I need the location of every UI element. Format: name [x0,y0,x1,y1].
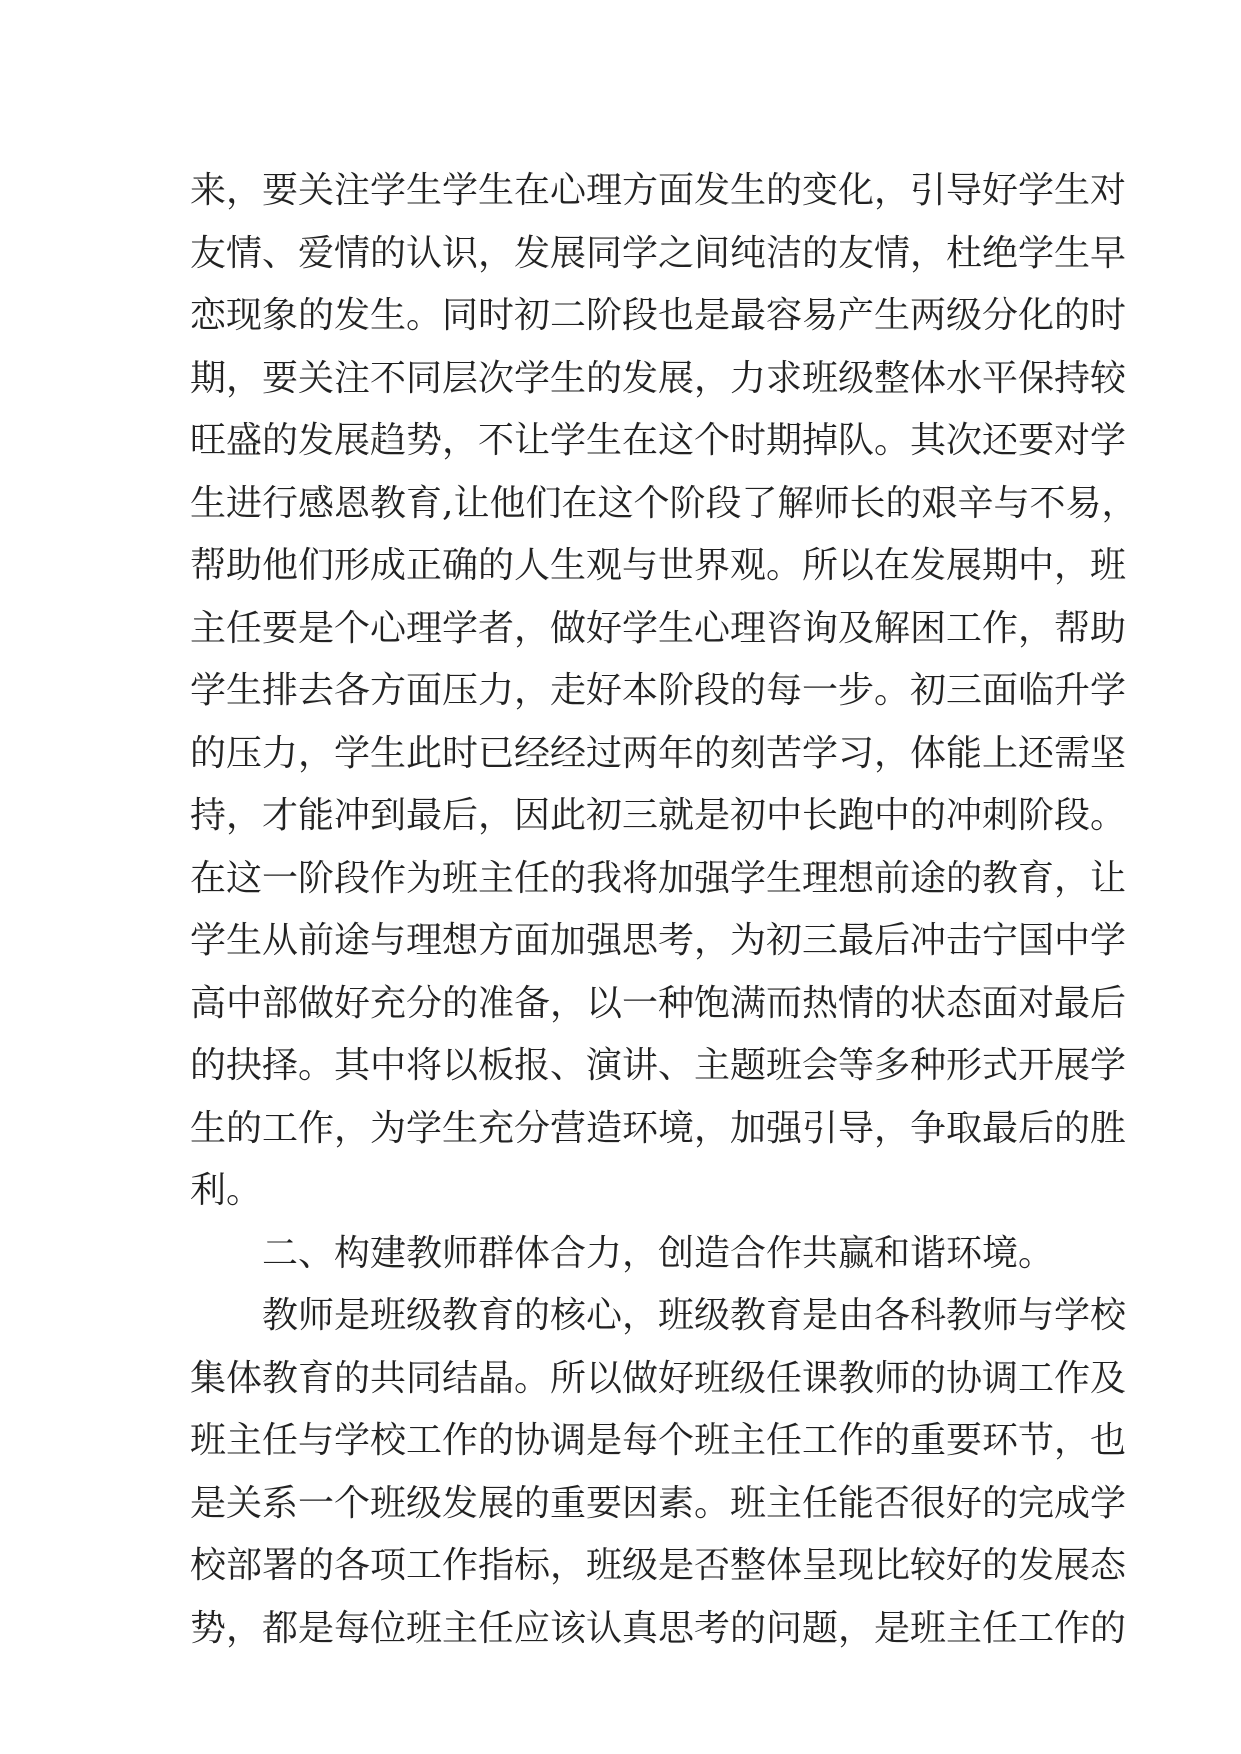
paragraph-first-line: 教师是班级教育的核心，班级教育是由各科教师与学校 [262,1295,1127,1336]
text-line: 持，才能冲到最后，因此初三就是初中长跑中的冲刺阶段。 [190,795,1127,836]
text-line: 期，要关注不同层次学生的发展，力求班级整体水平保持较 [190,357,1127,399]
text-line: 高中部做好充分的准备，以一种饱满而热情的状态面对最后 [190,982,1127,1024]
text-line: 生进行感恩教育,让他们在这个阶段了解师长的艰辛与不易， [190,482,1138,524]
text-line: 旺盛的发展趋势，不让学生在这个时期掉队。其次还要对学 [190,420,1127,461]
text-line: 集体教育的共同结晶。所以做好班级任课教师的协调工作及 [190,1357,1127,1399]
paragraph-end-line: 利。 [190,1170,263,1211]
section-heading: 二、构建教师群体合力，创造合作共赢和谐环境。 [262,1232,1055,1274]
text-line: 生的工作，为学生充分营造环境，加强引导，争取最后的胜 [190,1107,1127,1149]
text-line: 主任要是个心理学者，做好学生心理咨询及解困工作，帮助 [190,607,1127,649]
text-line: 校部署的各项工作指标，班级是否整体呈现比较好的发展态 [190,1545,1127,1586]
text-line: 势，都是每位班主任应该认真思考的问题，是班主任工作的 [190,1607,1127,1649]
text-line: 恋现象的发生。同时初二阶段也是最容易产生两级分化的时 [190,295,1127,336]
body-text [190,160,1138,1660]
text-line: 帮助他们形成正确的人生观与世界观。所以在发展期中，班 [190,545,1127,586]
text-line: 来，要关注学生学生在心理方面发生的变化，引导好学生对 [190,170,1127,211]
text-line: 班主任与学校工作的协调是每个班主任工作的重要环节，也 [190,1420,1127,1461]
text-line: 的抉择。其中将以板报、演讲、主题班会等多种形式开展学 [190,1045,1127,1086]
text-line: 的压力，学生此时已经经过两年的刻苦学习，体能上还需坚 [190,732,1127,774]
text-line: 是关系一个班级发展的重要因素。班主任能否很好的完成学 [190,1482,1127,1524]
text-line: 学生从前途与理想方面加强思考，为初三最后冲击宁国中学 [190,920,1127,961]
text-line: 友情、爱情的认识，发展同学之间纯洁的友情，杜绝学生早 [190,232,1127,274]
text-line: 学生排去各方面压力，走好本阶段的每一步。初三面临升学 [190,670,1127,711]
text-line: 在这一阶段作为班主任的我将加强学生理想前途的教育，让 [190,857,1127,899]
